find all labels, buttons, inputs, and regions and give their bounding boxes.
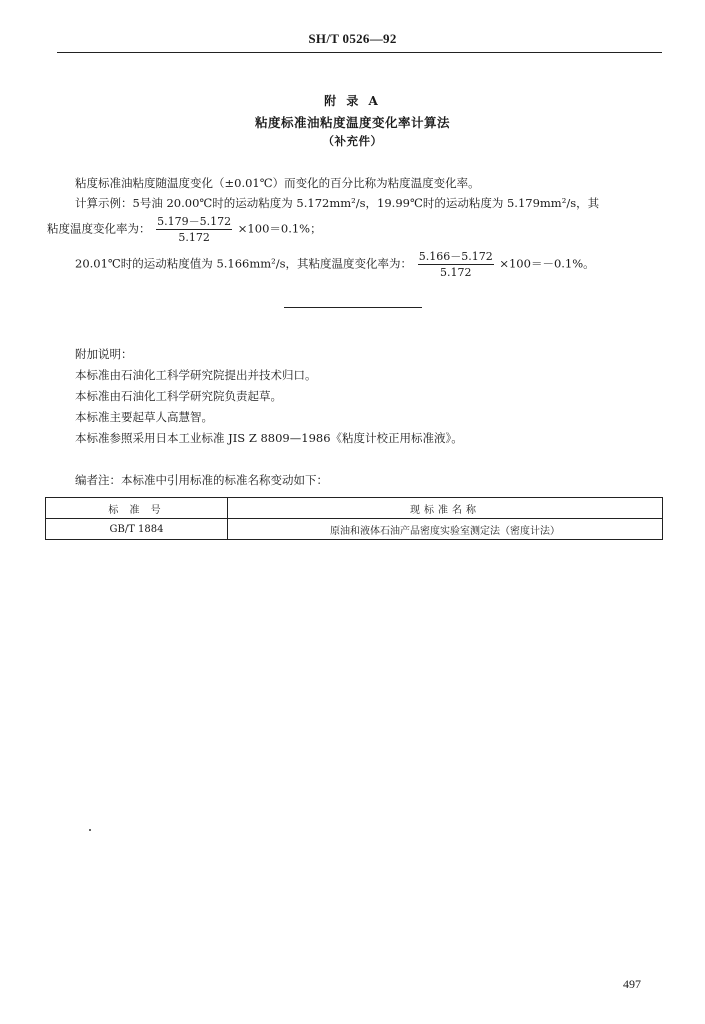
- table-header-row: [46, 498, 663, 519]
- fraction-2-denominator: 5.172: [439, 266, 472, 279]
- additional-note-line: 本标准由石油化工科学研究院提出并技术归口。: [75, 368, 317, 382]
- example-line-2-suffix: ×100＝0.1%；: [237, 221, 322, 236]
- additional-note-line: 本标准由石油化工科学研究院负责起草。: [75, 389, 282, 403]
- standard-code-header: SH/T 0526—92: [308, 31, 397, 46]
- column-header-current-name: 现标准名称: [228, 498, 663, 519]
- appendix-label: 附 录 A: [324, 94, 381, 108]
- column-header-standard-number: 标 准 号: [46, 498, 228, 519]
- stray-mark: [89, 829, 91, 831]
- definition-paragraph: 粘度标准油粘度随温度变化（±0.01℃）而变化的百分比称为粘度温度变化率。: [75, 176, 480, 190]
- table-row: [46, 519, 663, 540]
- header-rule: [57, 52, 662, 53]
- fraction-1: [156, 215, 232, 244]
- appendix-subtitle: （补充件）: [322, 134, 383, 148]
- example-line-3: [75, 250, 595, 279]
- fraction-2: [418, 250, 494, 279]
- cell-standard-name: 原油和液体石油产品密度实验室测定法（密度计法）: [228, 519, 663, 540]
- example-line-3-prefix: 20.01℃时的运动粘度值为 5.166mm²/s，其粘度温度变化率为：: [75, 256, 413, 271]
- fraction-1-numerator: 5.179－5.172: [157, 215, 232, 228]
- fraction-1-denominator: 5.172: [178, 231, 210, 244]
- example-line-3-suffix: ×100＝－0.1%。: [499, 256, 595, 271]
- standards-table: [45, 497, 663, 540]
- additional-note-line: 本标准主要起草人高慧智。: [75, 410, 213, 424]
- example-line-1: 计算示例：5号油 20.00℃时的运动粘度为 5.172mm²/s，19.99℃时的运动粘度为 5.179mm²/s，其: [75, 196, 600, 210]
- page-number: 497: [623, 977, 641, 991]
- additional-notes-heading: 附加说明：: [75, 347, 133, 361]
- fraction-2-numerator: 5.166－5.172: [418, 250, 493, 263]
- example-line-2-prefix: 粘度温度变化率为：: [47, 221, 151, 236]
- additional-note-line: 本标准参照采用日本工业标准 JIS Z 8809—1986《粘度计校正用标准液》。: [75, 431, 463, 445]
- section-separator: [284, 307, 422, 308]
- appendix-title: 粘度标准油粘度温度变化率计算法: [254, 115, 450, 130]
- cell-standard-number: GB/T 1884: [46, 519, 228, 540]
- example-line-2: [47, 215, 322, 244]
- editor-note: 编者注：本标准中引用标准的标准名称变动如下：: [75, 473, 328, 487]
